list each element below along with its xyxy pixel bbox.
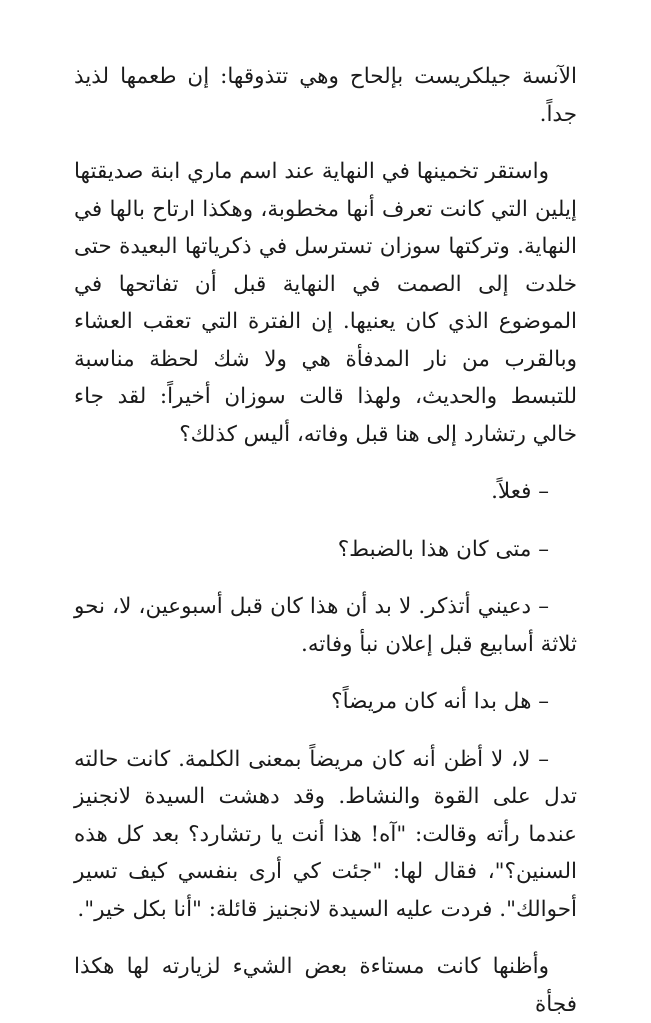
dialogue-line-2: – متى كان هذا بالضبط؟ <box>337 536 549 562</box>
dialogue-line-1: – فعلاً. <box>491 479 549 504</box>
paragraph-last: وأظنها كانت مستاءة بعض الشيء لزيارته لها هكذا فجأة <box>74 954 577 1017</box>
dialogue-line-3: – دعيني أتذكر. لا بد أن هذا كان قبل أسبوعين، لا، نحو ثلاثة أسابيع قبل إعلان نبأ وفاته. <box>74 594 577 657</box>
paragraph-1: الآنسة جيلكريست بإلحاح وهي تتذوقها: إن طعمها لذيذ جداً. <box>74 64 577 127</box>
dialogue-line-4: – هل بدا أنه كان مريضاً؟ <box>331 689 549 714</box>
paragraph-2: واستقر تخمينها في النهاية عند اسم ماري ابنة صديقتها إيلين التي كانت تعرف أنها مخطوبة، وهكذا ارتاح بالها في النهاية. وتركتها سوزان تسترسل في ذكرياتها البعيدة حتى خلدت إلى الصمت في النهاية قبل أن تفاتحها في الموضوع الذي كان يعنيها. إن الفترة التي تعقب العشاء وبالقرب من نار المدفأة هي ولا شك لحظة مناسبة للتبسط والحديث، ولهذا قالت سوزان أخيراً: لقد جاء خالي رتشارد إلى هنا قبل وفاته، أليس كذلك؟ <box>74 159 577 447</box>
dialogue-line-5: – لا، لا أظن أنه كان مريضاً بمعنى الكلمة. كانت حالته تدل على القوة والنشاط. وقد دهشت السيدة لانجنيز عندما رأته وقالت: "آه! هذا أنت يا رتشارد؟ بعد كل هذه السنين؟"، فقال لها: "جئت كي أرى بنفسي كيف تسير أحوالك". فردت عليه السيدة لانجنيز قائلة: "أنا بكل خير". <box>74 746 577 922</box>
